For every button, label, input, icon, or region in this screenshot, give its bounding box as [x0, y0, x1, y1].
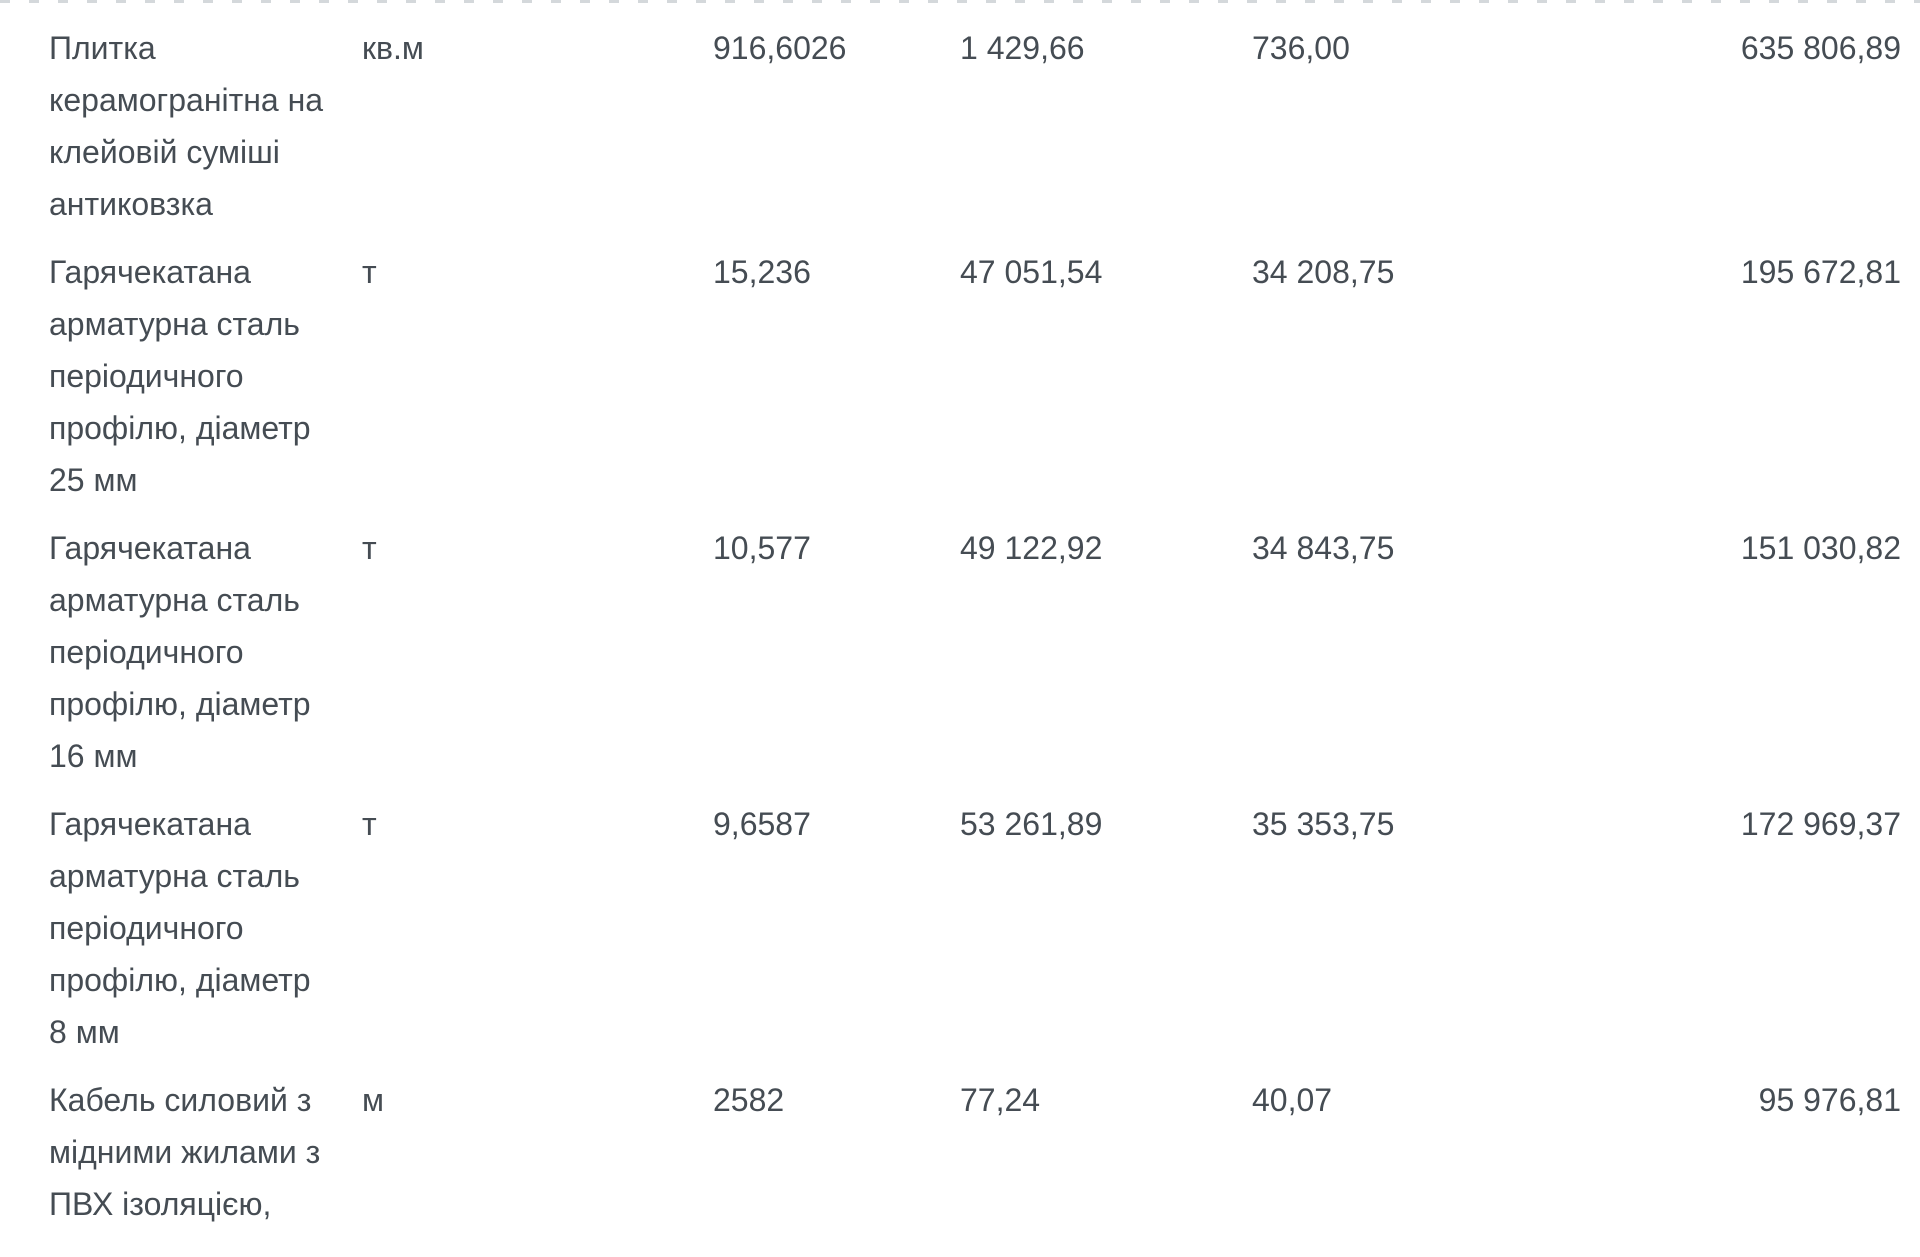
item-price: 53 261,89 [960, 806, 1103, 842]
item-unit: т [362, 254, 377, 290]
item-name: Гарячекатана арматурна сталь періодичного профілю, діаметр 8 мм [49, 806, 311, 1050]
item-price-alt: 40,07 [1252, 1082, 1333, 1118]
item-total: 95 976,81 [1758, 1082, 1901, 1118]
table-row [49, 522, 1901, 782]
item-name: Плитка керамогранітна на клейовій суміші антиковзка [49, 30, 324, 222]
item-unit: т [362, 806, 377, 842]
item-unit: кв.м [362, 30, 424, 66]
item-unit: т [362, 530, 377, 566]
item-total: 151 030,82 [1740, 530, 1901, 566]
item-quantity: 15,236 [713, 254, 811, 290]
item-price-alt: 34 208,75 [1252, 254, 1395, 290]
table-row [49, 22, 1901, 230]
item-total: 195 672,81 [1740, 254, 1901, 290]
item-name: Кабель силовий з мідними жилами з ПВХ ізоляцією, [49, 1082, 321, 1222]
item-price: 1 429,66 [960, 30, 1085, 66]
item-name: Гарячекатана арматурна сталь періодичного профілю, діаметр 25 мм [49, 254, 311, 498]
item-price-alt: 35 353,75 [1252, 806, 1395, 842]
item-total: 172 969,37 [1740, 806, 1901, 842]
table-row [49, 798, 1901, 1058]
item-price-alt: 34 843,75 [1252, 530, 1395, 566]
item-unit: м [362, 1082, 384, 1118]
item-total: 635 806,89 [1740, 30, 1901, 66]
item-price: 77,24 [960, 1082, 1041, 1118]
row-divider [0, 0, 1920, 3]
item-quantity: 9,6587 [713, 806, 811, 842]
table-row [49, 1074, 1901, 1230]
item-quantity: 916,6026 [713, 30, 847, 66]
item-quantity: 2582 [713, 1082, 785, 1118]
table-row [49, 246, 1901, 506]
item-price: 49 122,92 [960, 530, 1103, 566]
item-quantity: 10,577 [713, 530, 811, 566]
item-price-alt: 736,00 [1252, 30, 1350, 66]
item-name: Гарячекатана арматурна сталь періодичного профілю, діаметр 16 мм [49, 530, 311, 774]
item-price: 47 051,54 [960, 254, 1103, 290]
